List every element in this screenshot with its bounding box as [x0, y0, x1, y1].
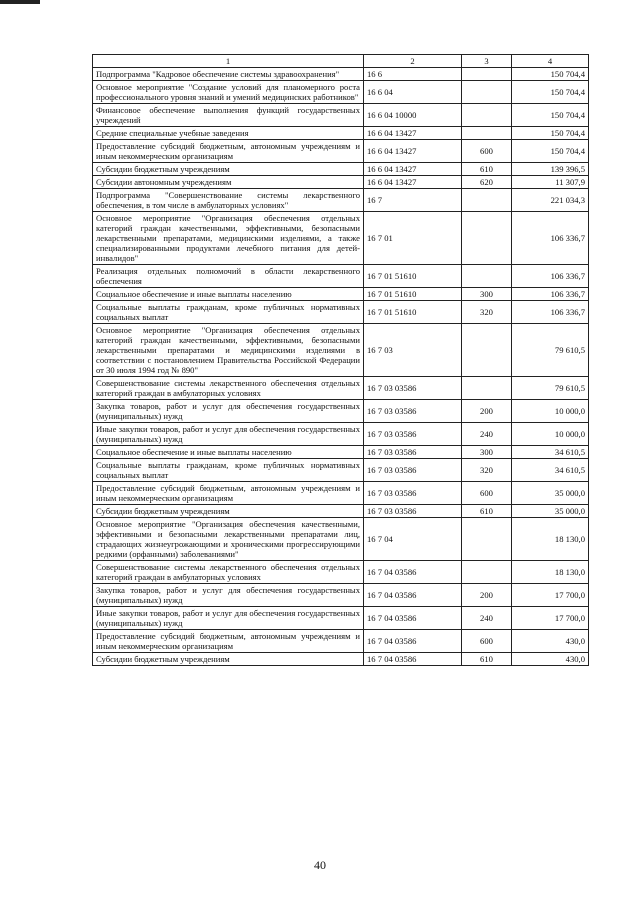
cell-name: Основное мероприятие "Организация обеспечения отдельных категорий граждан качественными, эффективными, безопасными лекарственными препаратами и медицинскими изделиями в соответствии с постановлением Правительства Российской Федерации от 30 июля 1994 год № 890" — [93, 324, 364, 377]
cell-name: Основное мероприятие "Создание условий для планомерного роста профессионального уровня знаний и умений медицинских работников" — [93, 81, 364, 104]
cell-name: Реализация отдельных полномочий в области лекарственного обеспечения — [93, 265, 364, 288]
cell-sum: 18 130,0 — [512, 518, 589, 561]
cell-type: 320 — [462, 459, 512, 482]
cell-sum: 150 704,4 — [512, 104, 589, 127]
cell-sum: 35 000,0 — [512, 482, 589, 505]
cell-code: 16 7 03 03586 — [364, 482, 462, 505]
table-row — [93, 459, 589, 482]
table-row — [93, 189, 589, 212]
cell-type — [462, 81, 512, 104]
cell-name: Субсидии бюджетным учреждениям — [93, 505, 364, 518]
cell-sum: 150 704,4 — [512, 140, 589, 163]
table-row — [93, 423, 589, 446]
cell-type: 600 — [462, 140, 512, 163]
cell-name: Иные закупки товаров, работ и услуг для обеспечения государственных (муниципальных) нужд — [93, 607, 364, 630]
cell-type: 610 — [462, 163, 512, 176]
cell-name: Социальное обеспечение и иные выплаты населению — [93, 446, 364, 459]
cell-type — [462, 212, 512, 265]
cell-name: Социальное обеспечение и иные выплаты населению — [93, 288, 364, 301]
cell-name: Совершенствование системы лекарственного обеспечения отдельных категорий граждан в амбулаторных условиях — [93, 561, 364, 584]
cell-sum: 139 396,5 — [512, 163, 589, 176]
cell-sum: 106 336,7 — [512, 288, 589, 301]
table-row — [93, 607, 589, 630]
table-row — [93, 104, 589, 127]
cell-code: 16 7 03 — [364, 324, 462, 377]
scan-corner-mark — [0, 0, 40, 4]
cell-sum: 10 000,0 — [512, 400, 589, 423]
cell-type — [462, 127, 512, 140]
cell-code: 16 6 04 13427 — [364, 140, 462, 163]
cell-sum: 150 704,4 — [512, 81, 589, 104]
cell-type — [462, 377, 512, 400]
cell-type: 320 — [462, 301, 512, 324]
cell-name: Субсидии бюджетным учреждениям — [93, 163, 364, 176]
cell-type: 300 — [462, 288, 512, 301]
table-row — [93, 68, 589, 81]
cell-code: 16 6 04 13427 — [364, 163, 462, 176]
cell-code: 16 7 03 03586 — [364, 423, 462, 446]
column-header-code: 2 — [364, 55, 462, 68]
table-row — [93, 377, 589, 400]
cell-sum: 150 704,4 — [512, 127, 589, 140]
page-number: 40 — [314, 858, 326, 872]
cell-name: Подпрограмма "Кадровое обеспечение системы здравоохранения" — [93, 68, 364, 81]
cell-code: 16 7 01 — [364, 212, 462, 265]
table-row — [93, 127, 589, 140]
cell-sum: 106 336,7 — [512, 265, 589, 288]
table-row — [93, 400, 589, 423]
cell-sum: 17 700,0 — [512, 584, 589, 607]
cell-name: Средние специальные учебные заведения — [93, 127, 364, 140]
cell-sum: 34 610,5 — [512, 446, 589, 459]
cell-name: Иные закупки товаров, работ и услуг для обеспечения государственных (муниципальных) нужд — [93, 423, 364, 446]
cell-type — [462, 324, 512, 377]
cell-type: 240 — [462, 423, 512, 446]
table-row — [93, 265, 589, 288]
cell-sum: 35 000,0 — [512, 505, 589, 518]
cell-code: 16 6 04 — [364, 81, 462, 104]
cell-type — [462, 189, 512, 212]
column-header-name: 1 — [93, 55, 364, 68]
column-header-type: 3 — [462, 55, 512, 68]
cell-sum: 106 336,7 — [512, 301, 589, 324]
table-row — [93, 288, 589, 301]
cell-sum: 106 336,7 — [512, 212, 589, 265]
cell-code: 16 6 04 13427 — [364, 127, 462, 140]
table-body — [93, 55, 589, 666]
cell-code: 16 7 01 51610 — [364, 301, 462, 324]
cell-name: Совершенствование системы лекарственного обеспечения отдельных категорий граждан в амбулаторных условиях — [93, 377, 364, 400]
cell-code: 16 7 — [364, 189, 462, 212]
table-row — [93, 446, 589, 459]
cell-sum: 10 000,0 — [512, 423, 589, 446]
table-row — [93, 505, 589, 518]
table-row — [93, 176, 589, 189]
budget-table — [92, 54, 589, 666]
cell-name: Предоставление субсидий бюджетным, автономным учреждениям и иным некоммерческим организациям — [93, 630, 364, 653]
cell-sum: 430,0 — [512, 630, 589, 653]
table-row — [93, 518, 589, 561]
cell-type — [462, 104, 512, 127]
cell-type: 610 — [462, 505, 512, 518]
cell-code: 16 7 04 03586 — [364, 607, 462, 630]
cell-sum: 18 130,0 — [512, 561, 589, 584]
cell-sum: 221 034,3 — [512, 189, 589, 212]
cell-name: Предоставление субсидий бюджетным, автономным учреждениям и иным некоммерческим организациям — [93, 140, 364, 163]
cell-code: 16 7 04 03586 — [364, 561, 462, 584]
cell-type — [462, 68, 512, 81]
cell-sum: 34 610,5 — [512, 459, 589, 482]
table-row — [93, 140, 589, 163]
cell-type — [462, 518, 512, 561]
cell-name: Субсидии бюджетным учреждениям — [93, 653, 364, 666]
cell-type: 620 — [462, 176, 512, 189]
cell-name: Основное мероприятие "Организация обеспечения отдельных категорий граждан качественными, эффективными, безопасными лекарственными препаратами, медицинскими изделиями, а также специализированными продуктами лечебного питания для детей-инвалидов" — [93, 212, 364, 265]
cell-type: 600 — [462, 482, 512, 505]
cell-name: Закупка товаров, работ и услуг для обеспечения государственных (муниципальных) нужд — [93, 400, 364, 423]
cell-name: Финансовое обеспечение выполнения функций государственных учреждений — [93, 104, 364, 127]
cell-name: Закупка товаров, работ и услуг для обеспечения государственных (муниципальных) нужд — [93, 584, 364, 607]
cell-code: 16 7 03 03586 — [364, 459, 462, 482]
table-row — [93, 301, 589, 324]
cell-type — [462, 561, 512, 584]
cell-code: 16 7 04 — [364, 518, 462, 561]
cell-code: 16 7 04 03586 — [364, 584, 462, 607]
cell-name: Субсидии автономным учреждениям — [93, 176, 364, 189]
cell-code: 16 7 03 03586 — [364, 505, 462, 518]
table-row — [93, 561, 589, 584]
cell-code: 16 7 03 03586 — [364, 446, 462, 459]
cell-sum: 79 610,5 — [512, 324, 589, 377]
cell-name: Основное мероприятие "Организация обеспечения качественными, эффективными и безопасными лекарственными препаратами лиц, страдающих жизнеугрожающими и хроническими прогрессирующими редкими (орфанными) заболеваниями" — [93, 518, 364, 561]
table-header-row — [93, 55, 589, 68]
cell-type — [462, 265, 512, 288]
cell-code: 16 7 03 03586 — [364, 377, 462, 400]
cell-sum: 79 610,5 — [512, 377, 589, 400]
cell-code: 16 7 01 51610 — [364, 288, 462, 301]
cell-code: 16 6 04 13427 — [364, 176, 462, 189]
cell-type: 610 — [462, 653, 512, 666]
cell-code: 16 7 01 51610 — [364, 265, 462, 288]
cell-type: 200 — [462, 584, 512, 607]
cell-name: Социальные выплаты гражданам, кроме публичных нормативных социальных выплат — [93, 459, 364, 482]
table-row — [93, 212, 589, 265]
cell-name: Подпрограмма "Совершенствование системы лекарственного обеспечения, в том числе в амбулаторных условиях" — [93, 189, 364, 212]
cell-sum: 17 700,0 — [512, 607, 589, 630]
cell-type: 200 — [462, 400, 512, 423]
table-row — [93, 482, 589, 505]
cell-code: 16 7 04 03586 — [364, 653, 462, 666]
table-row — [93, 163, 589, 176]
cell-code: 16 6 04 10000 — [364, 104, 462, 127]
cell-name: Социальные выплаты гражданам, кроме публичных нормативных социальных выплат — [93, 301, 364, 324]
table-row — [93, 324, 589, 377]
cell-code: 16 7 03 03586 — [364, 400, 462, 423]
cell-code: 16 6 — [364, 68, 462, 81]
cell-type: 300 — [462, 446, 512, 459]
table-row — [93, 653, 589, 666]
cell-sum: 150 704,4 — [512, 68, 589, 81]
table-row — [93, 584, 589, 607]
cell-type: 600 — [462, 630, 512, 653]
cell-type: 240 — [462, 607, 512, 630]
table-row — [93, 630, 589, 653]
cell-name: Предоставление субсидий бюджетным, автономным учреждениям и иным некоммерческим организациям — [93, 482, 364, 505]
column-header-sum: 4 — [512, 55, 589, 68]
cell-sum: 430,0 — [512, 653, 589, 666]
cell-code: 16 7 04 03586 — [364, 630, 462, 653]
cell-sum: 11 307,9 — [512, 176, 589, 189]
table-row — [93, 81, 589, 104]
